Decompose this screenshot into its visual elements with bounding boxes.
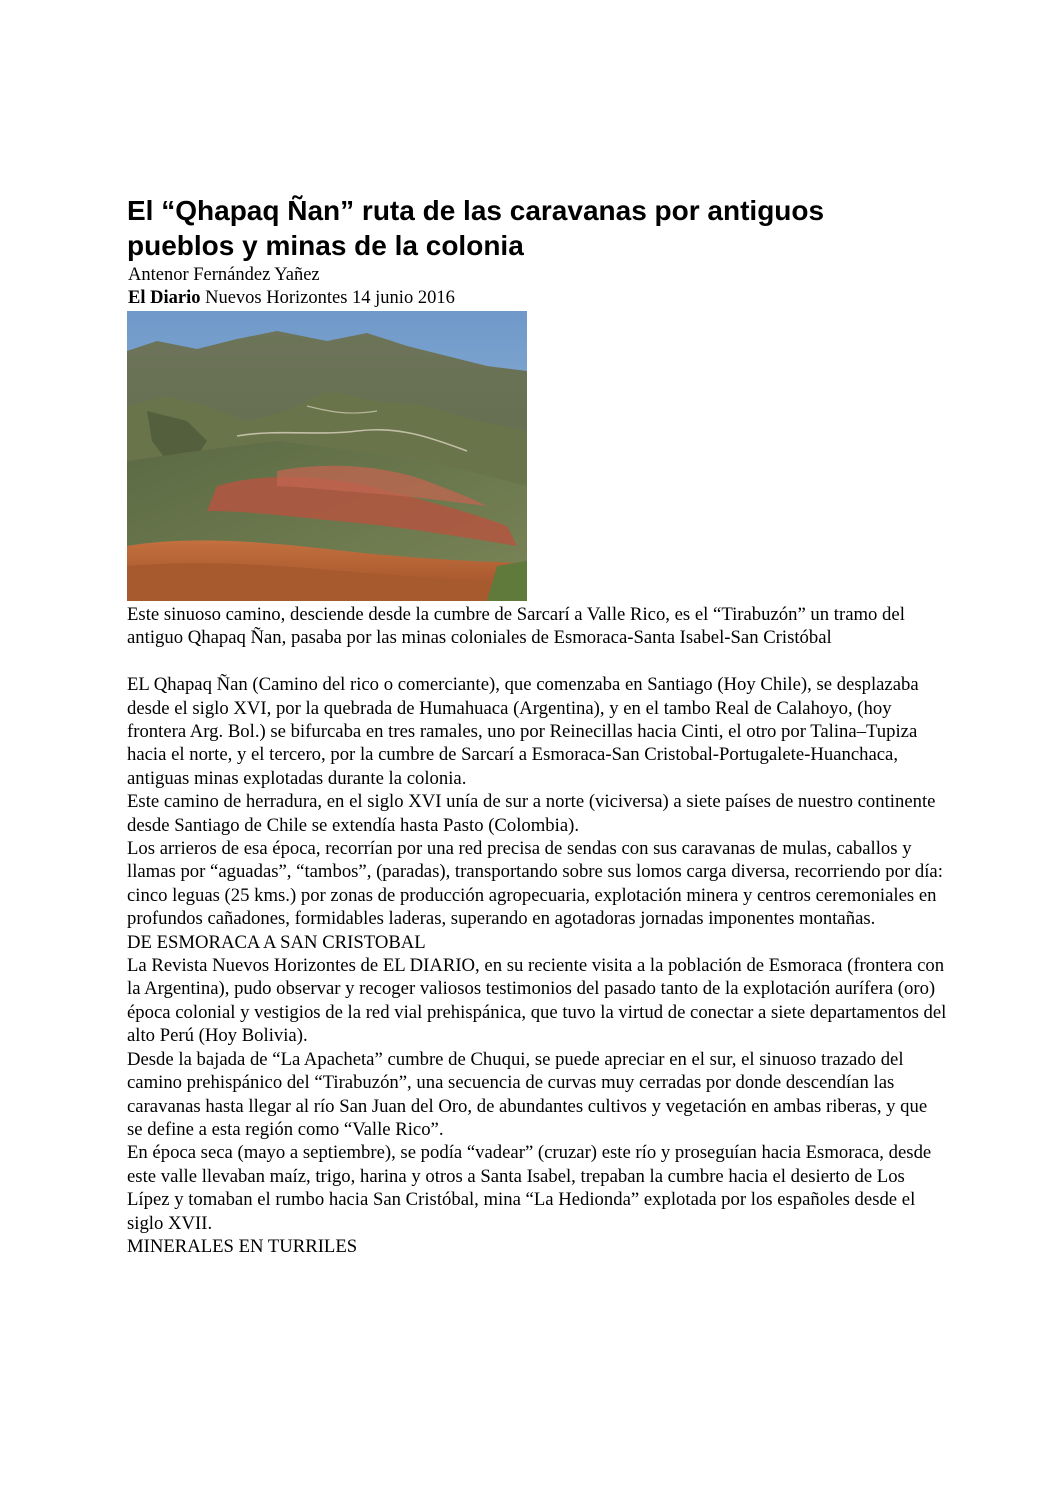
mountain-landscape-photo	[127, 311, 527, 601]
photo-caption: Este sinuoso camino, desciende desde la cumbre de Sarcarí a Valle Rico, es el “Tirabuzón” un tramo del antiguo Qhapaq Ñan, pasaba por las minas coloniales de Esmoraca-Santa Isabel-San Cristóbal	[127, 604, 905, 649]
spacer	[127, 650, 947, 673]
article-body	[127, 603, 947, 1258]
publication-line	[128, 287, 455, 310]
paragraph-6: En época seca (mayo a septiembre), se podía “vadear” (cruzar) este río y proseguían hacia Esmoraca, desde este valle llevaban maíz, trigo, harina y otros a Santa Isabel, trepaban la cumbre hacia el desierto de Los Lípez y tomaban el rumbo hacia San Cristóbal, mina “La Hedionda” explotada por los españoles desde el siglo XVII.	[127, 1142, 932, 1234]
byline	[128, 264, 455, 310]
article-title: El “Qhapaq Ñan” ruta de las caravanas por antiguos pueblos y minas de la colonia	[127, 195, 825, 261]
dateline: Nuevos Horizontes 14 junio 2016	[200, 288, 455, 308]
author-name: Antenor Fernández Yañez	[128, 265, 320, 285]
paragraph-1: EL Qhapaq Ñan (Camino del rico o comerciante), que comenzaba en Santiago (Hoy Chile), se desplazaba desde el siglo XVI, por la quebrada de Humahuaca (Argentina), y en el tambo Real de Calahoyo, (hoy frontera Arg. Bol.) se bifurcaba en tres ramales, uno por Reinecillas hacia Cinti, el otro por Talina–Tupiza hacia el norte, y el tercero, por la cumbre de Sarcarí a Esmoraca-San Cristobal-Portugalete-Huanchaca, antiguas minas explotadas durante la colonia.	[127, 674, 919, 789]
paragraph-4: La Revista Nuevos Horizontes de EL DIARIO, en su reciente visita a la población de Esmoraca (frontera con la Argentina), pudo observar y recoger valiosos testimonios del pasado tanto de la explotación aurífera (oro) época colonial y vestigios de la red vial prehispánica, que tuvo la virtud de conectar a siete departamentos del alto Perú (Hoy Bolivia).	[127, 955, 947, 1047]
publication-name: El Diario	[128, 288, 201, 308]
paragraph-2: Este camino de herradura, en el siglo XVI unía de sur a norte (viciversa) a siete países de nuestro continente desde Santiago de Chile se extendía hasta Pasto (Colombia).	[127, 791, 936, 836]
paragraph-3: Los arrieros de esa época, recorrían por una red precisa de sendas con sus caravanas de mulas, caballos y llamas por “aguadas”, “tambos”, (paradas), transportando sobre sus lomos carga diversa, recorriendo por día: cinco leguas (25 kms.) por zonas de producción agropecuaria, explotación minera y centros ceremoniales en profundos cañadones, formidables laderas, superando en agotadoras jornadas imponentes montañas.	[127, 838, 943, 930]
section-heading-esmoraca: DE ESMORACA A SAN CRISTOBAL	[127, 931, 426, 953]
section-heading-minerales: MINERALES EN TURRILES	[127, 1235, 358, 1257]
paragraph-5: Desde la bajada de “La Apacheta” cumbre de Chuqui, se puede apreciar en el sur, el sinuoso trazado del camino prehispánico del “Tirabuzón”, una secuencia de curvas muy cerradas por donde descendían las caravanas hasta llegar al río San Juan del Oro, de abundantes cultivos y vegetación en ambas riberas, y que se define a esta región como “Valle Rico”.	[127, 1048, 928, 1140]
